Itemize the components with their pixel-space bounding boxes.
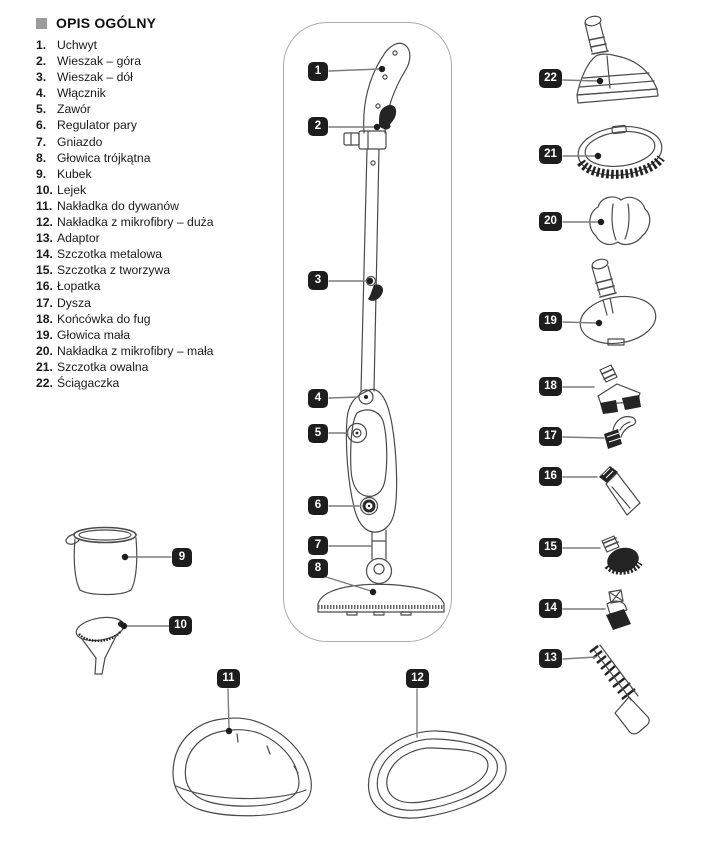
part-label: Gniazdo (57, 134, 103, 149)
funnel-illustration (74, 614, 125, 674)
part-number: 5. (36, 102, 47, 117)
part-label: Nakładka z mikrofibry – duża (57, 215, 214, 230)
part-number: 4. (36, 86, 47, 101)
accessory-15-plastic-brush-illustration (602, 536, 642, 576)
callout-1: 1 (308, 62, 328, 81)
part-number: 6. (36, 118, 47, 133)
callout-3: 3 (308, 271, 328, 290)
callout-13: 13 (539, 649, 562, 668)
part-number: 17. (36, 295, 53, 310)
accessory-22-squeegee-illustration (577, 15, 658, 103)
part-number: 14. (36, 247, 53, 262)
callout-5: 5 (308, 424, 328, 443)
part-number: 8. (36, 150, 47, 165)
part-number: 18. (36, 311, 53, 326)
part-label: Uchwyt (57, 38, 97, 52)
large-microfiber-pad-illustration (369, 731, 507, 818)
part-label: Wieszak – dół (57, 70, 133, 85)
part-number: 3. (36, 70, 47, 85)
part-label: Głowica mała (57, 327, 131, 342)
part-label: Regulator pary (57, 118, 137, 133)
callout-14: 14 (539, 599, 562, 618)
part-number: 19. (36, 327, 53, 342)
page-title: OPIS OGÓLNY (56, 15, 157, 31)
accessory-14-metal-brush-illustration (606, 590, 631, 630)
part-number: 1. (36, 38, 47, 52)
callout-4: 4 (308, 389, 328, 408)
part-label: Szczotka metalowa (57, 247, 162, 262)
callout-17: 17 (539, 427, 562, 446)
part-number: 13. (36, 231, 53, 246)
part-number: 11. (36, 198, 53, 213)
callout-19: 19 (539, 312, 562, 331)
callout-20: 20 (539, 212, 562, 231)
callout-12: 12 (406, 669, 429, 688)
cup-illustration (66, 528, 137, 595)
callout-7: 7 (308, 536, 328, 555)
part-label: Zawór (57, 102, 91, 117)
part-label: Nakładka z mikrofibry – mała (57, 343, 214, 358)
part-label: Łopatka (57, 279, 101, 294)
part-label: Kubek (57, 166, 92, 181)
part-number: 7. (36, 134, 47, 149)
accessory-19-small-head-illustration (577, 258, 659, 349)
accessory-21-oval-brush-illustration (575, 122, 664, 180)
callout-16: 16 (539, 467, 562, 486)
steam-mop-illustration (318, 43, 444, 615)
accessory-16-scraper-illustration (599, 466, 640, 515)
part-label: Szczotka owalna (57, 359, 149, 374)
part-label: Dysza (57, 295, 91, 310)
accessory-17-nozzle-illustration (604, 417, 635, 449)
part-label: Końcówka do fug (57, 311, 151, 326)
part-number: 9. (36, 166, 47, 181)
callout-9: 9 (172, 548, 192, 567)
leader-lines (121, 66, 605, 737)
part-number: 12. (36, 215, 53, 230)
callout-22: 22 (539, 69, 562, 88)
part-number: 2. (36, 54, 47, 69)
callout-21: 21 (539, 145, 562, 164)
part-label: Lejek (57, 182, 87, 197)
part-number: 15. (36, 263, 53, 278)
carpet-pad-illustration (173, 718, 311, 816)
callout-15: 15 (539, 538, 562, 557)
part-number: 16. (36, 279, 53, 294)
part-number: 10. (36, 182, 53, 197)
callout-8: 8 (308, 559, 328, 578)
accessory-13-adapter-illustration (590, 645, 649, 734)
part-label: Nakładka do dywanów (57, 198, 179, 213)
part-label: Włącznik (57, 86, 106, 101)
callout-6: 6 (308, 496, 328, 515)
part-number: 20. (36, 343, 53, 358)
accessory-18-grout-nozzle-illustration (598, 365, 641, 414)
part-label: Adaptor (57, 231, 100, 246)
part-label: Głowica trójkątna (57, 150, 151, 165)
callout-18: 18 (539, 377, 562, 396)
callout-10: 10 (169, 616, 192, 635)
callout-2: 2 (308, 117, 328, 136)
part-number: 21. (36, 359, 53, 374)
part-label: Wieszak – góra (57, 54, 141, 69)
part-label: Ściągaczka (57, 375, 120, 390)
part-number: 22. (36, 375, 53, 390)
callout-11: 11 (217, 669, 240, 688)
part-label: Szczotka z tworzywa (57, 263, 171, 278)
